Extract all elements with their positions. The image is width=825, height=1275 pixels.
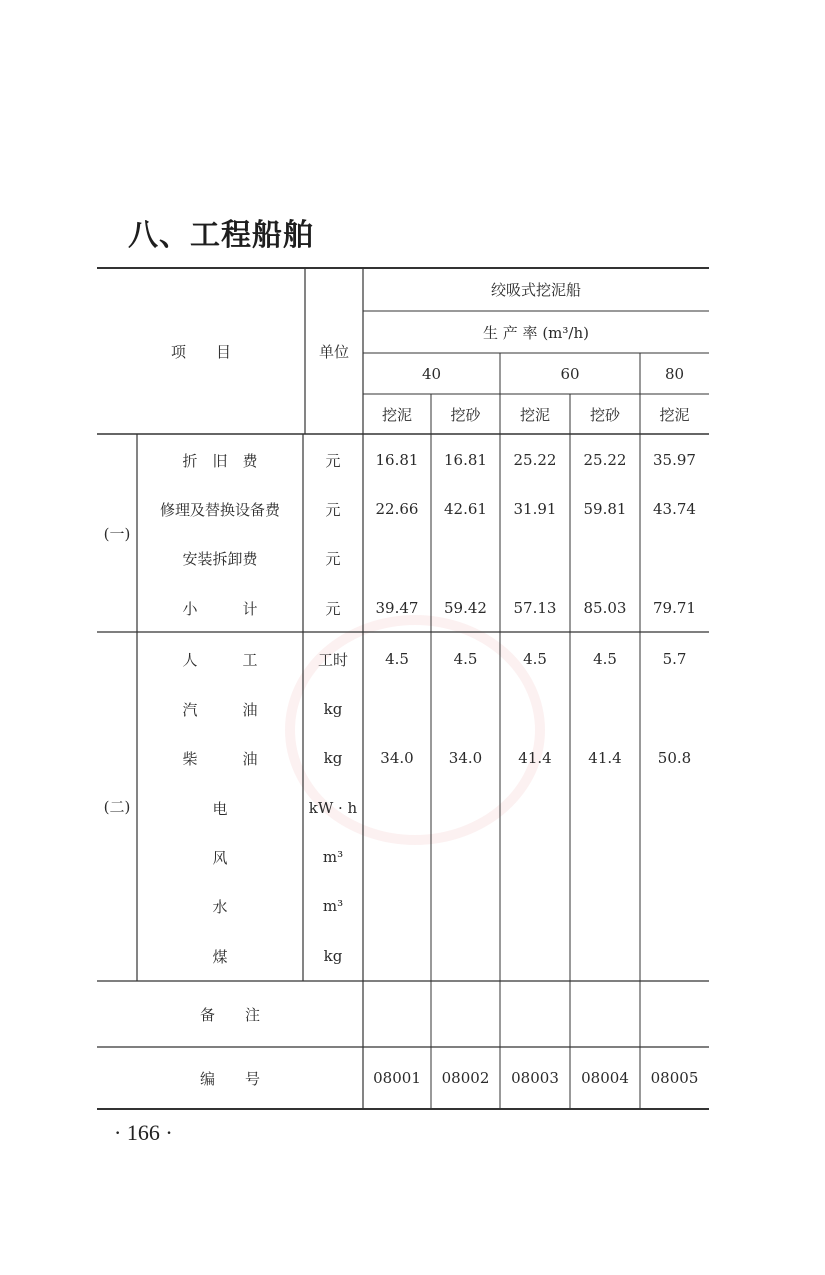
code-value: 08002 <box>441 1069 490 1087</box>
row-name: 水 <box>212 897 228 916</box>
row-value: 59.42 <box>444 599 487 617</box>
row-name: 煤 <box>212 947 228 966</box>
row-name: 汽 油 <box>182 700 258 719</box>
row-unit: kW · h <box>308 799 358 817</box>
header-group: 绞吸式挖泥船 <box>490 281 581 299</box>
row-value: 31.91 <box>513 500 557 518</box>
row-value: 85.03 <box>583 599 627 617</box>
row-value: 34.0 <box>448 749 483 767</box>
row-unit: m³ <box>322 897 344 915</box>
row-unit: kg <box>323 700 343 718</box>
group-label-1: (一) <box>103 524 131 543</box>
code-value: 08004 <box>581 1069 629 1087</box>
section-title: 八、工程船舶 <box>128 218 314 253</box>
header-rate-40: 40 <box>421 364 442 383</box>
row-value: 43.74 <box>653 500 696 518</box>
row-unit: 工时 <box>317 650 348 669</box>
header-rate-label: 生 产 率 (m³/h) <box>483 323 589 342</box>
row-unit: kg <box>323 749 343 767</box>
code-label: 编 号 <box>199 1069 260 1088</box>
header-subcol: 挖泥 <box>519 405 550 424</box>
row-name: 小 计 <box>182 599 258 618</box>
row-name: 人 工 <box>182 650 258 669</box>
row-name: 安装拆卸费 <box>182 549 258 568</box>
row-value: 5.7 <box>662 650 687 668</box>
row-value: 59.81 <box>583 500 627 518</box>
row-unit: kg <box>323 947 343 965</box>
row-value: 16.81 <box>444 451 487 469</box>
row-value: 50.8 <box>657 749 692 767</box>
row-name: 柴 油 <box>182 749 258 768</box>
row-value: 41.4 <box>518 749 552 767</box>
row-value: 57.13 <box>513 599 557 617</box>
row-unit: 元 <box>325 451 341 470</box>
row-value: 35.97 <box>653 451 696 469</box>
row-name: 修理及替换设备费 <box>159 500 280 519</box>
header-item: 项 目 <box>170 342 231 361</box>
row-unit: 元 <box>325 500 341 519</box>
header-rate-80: 80 <box>664 364 685 383</box>
group-label-2: (二) <box>103 798 131 816</box>
code-value: 08003 <box>511 1069 559 1087</box>
code-value: 08005 <box>650 1069 699 1087</box>
code-value: 08001 <box>373 1069 421 1087</box>
row-unit: 元 <box>325 549 341 568</box>
row-value: 4.5 <box>385 650 409 668</box>
row-value: 22.66 <box>375 500 419 518</box>
row-value: 34.0 <box>380 749 414 767</box>
row-value: 41.4 <box>588 749 622 767</box>
row-value: 39.47 <box>375 599 419 617</box>
row-value: 4.5 <box>453 650 478 668</box>
row-value: 4.5 <box>593 650 617 668</box>
row-value: 79.71 <box>653 599 696 617</box>
row-value: 42.61 <box>444 500 487 518</box>
header-subcol: 挖泥 <box>381 405 412 424</box>
row-name: 电 <box>212 799 228 818</box>
header-rate-60: 60 <box>560 364 580 383</box>
row-value: 25.22 <box>513 451 557 469</box>
page-number: · 166 · <box>114 1120 173 1145</box>
header-subcol: 挖泥 <box>659 405 690 424</box>
remarks-label: 备 注 <box>199 1005 260 1024</box>
header-subcol: 挖砂 <box>450 405 481 424</box>
row-value: 16.81 <box>375 451 419 469</box>
row-name: 风 <box>212 848 228 867</box>
row-name: 折 旧 费 <box>182 451 258 470</box>
header-unit: 单位 <box>318 342 349 361</box>
header-subcol: 挖砂 <box>589 405 620 424</box>
row-unit: m³ <box>322 848 344 866</box>
row-value: 4.5 <box>523 650 547 668</box>
row-value: 25.22 <box>583 451 627 469</box>
row-unit: 元 <box>325 599 341 618</box>
